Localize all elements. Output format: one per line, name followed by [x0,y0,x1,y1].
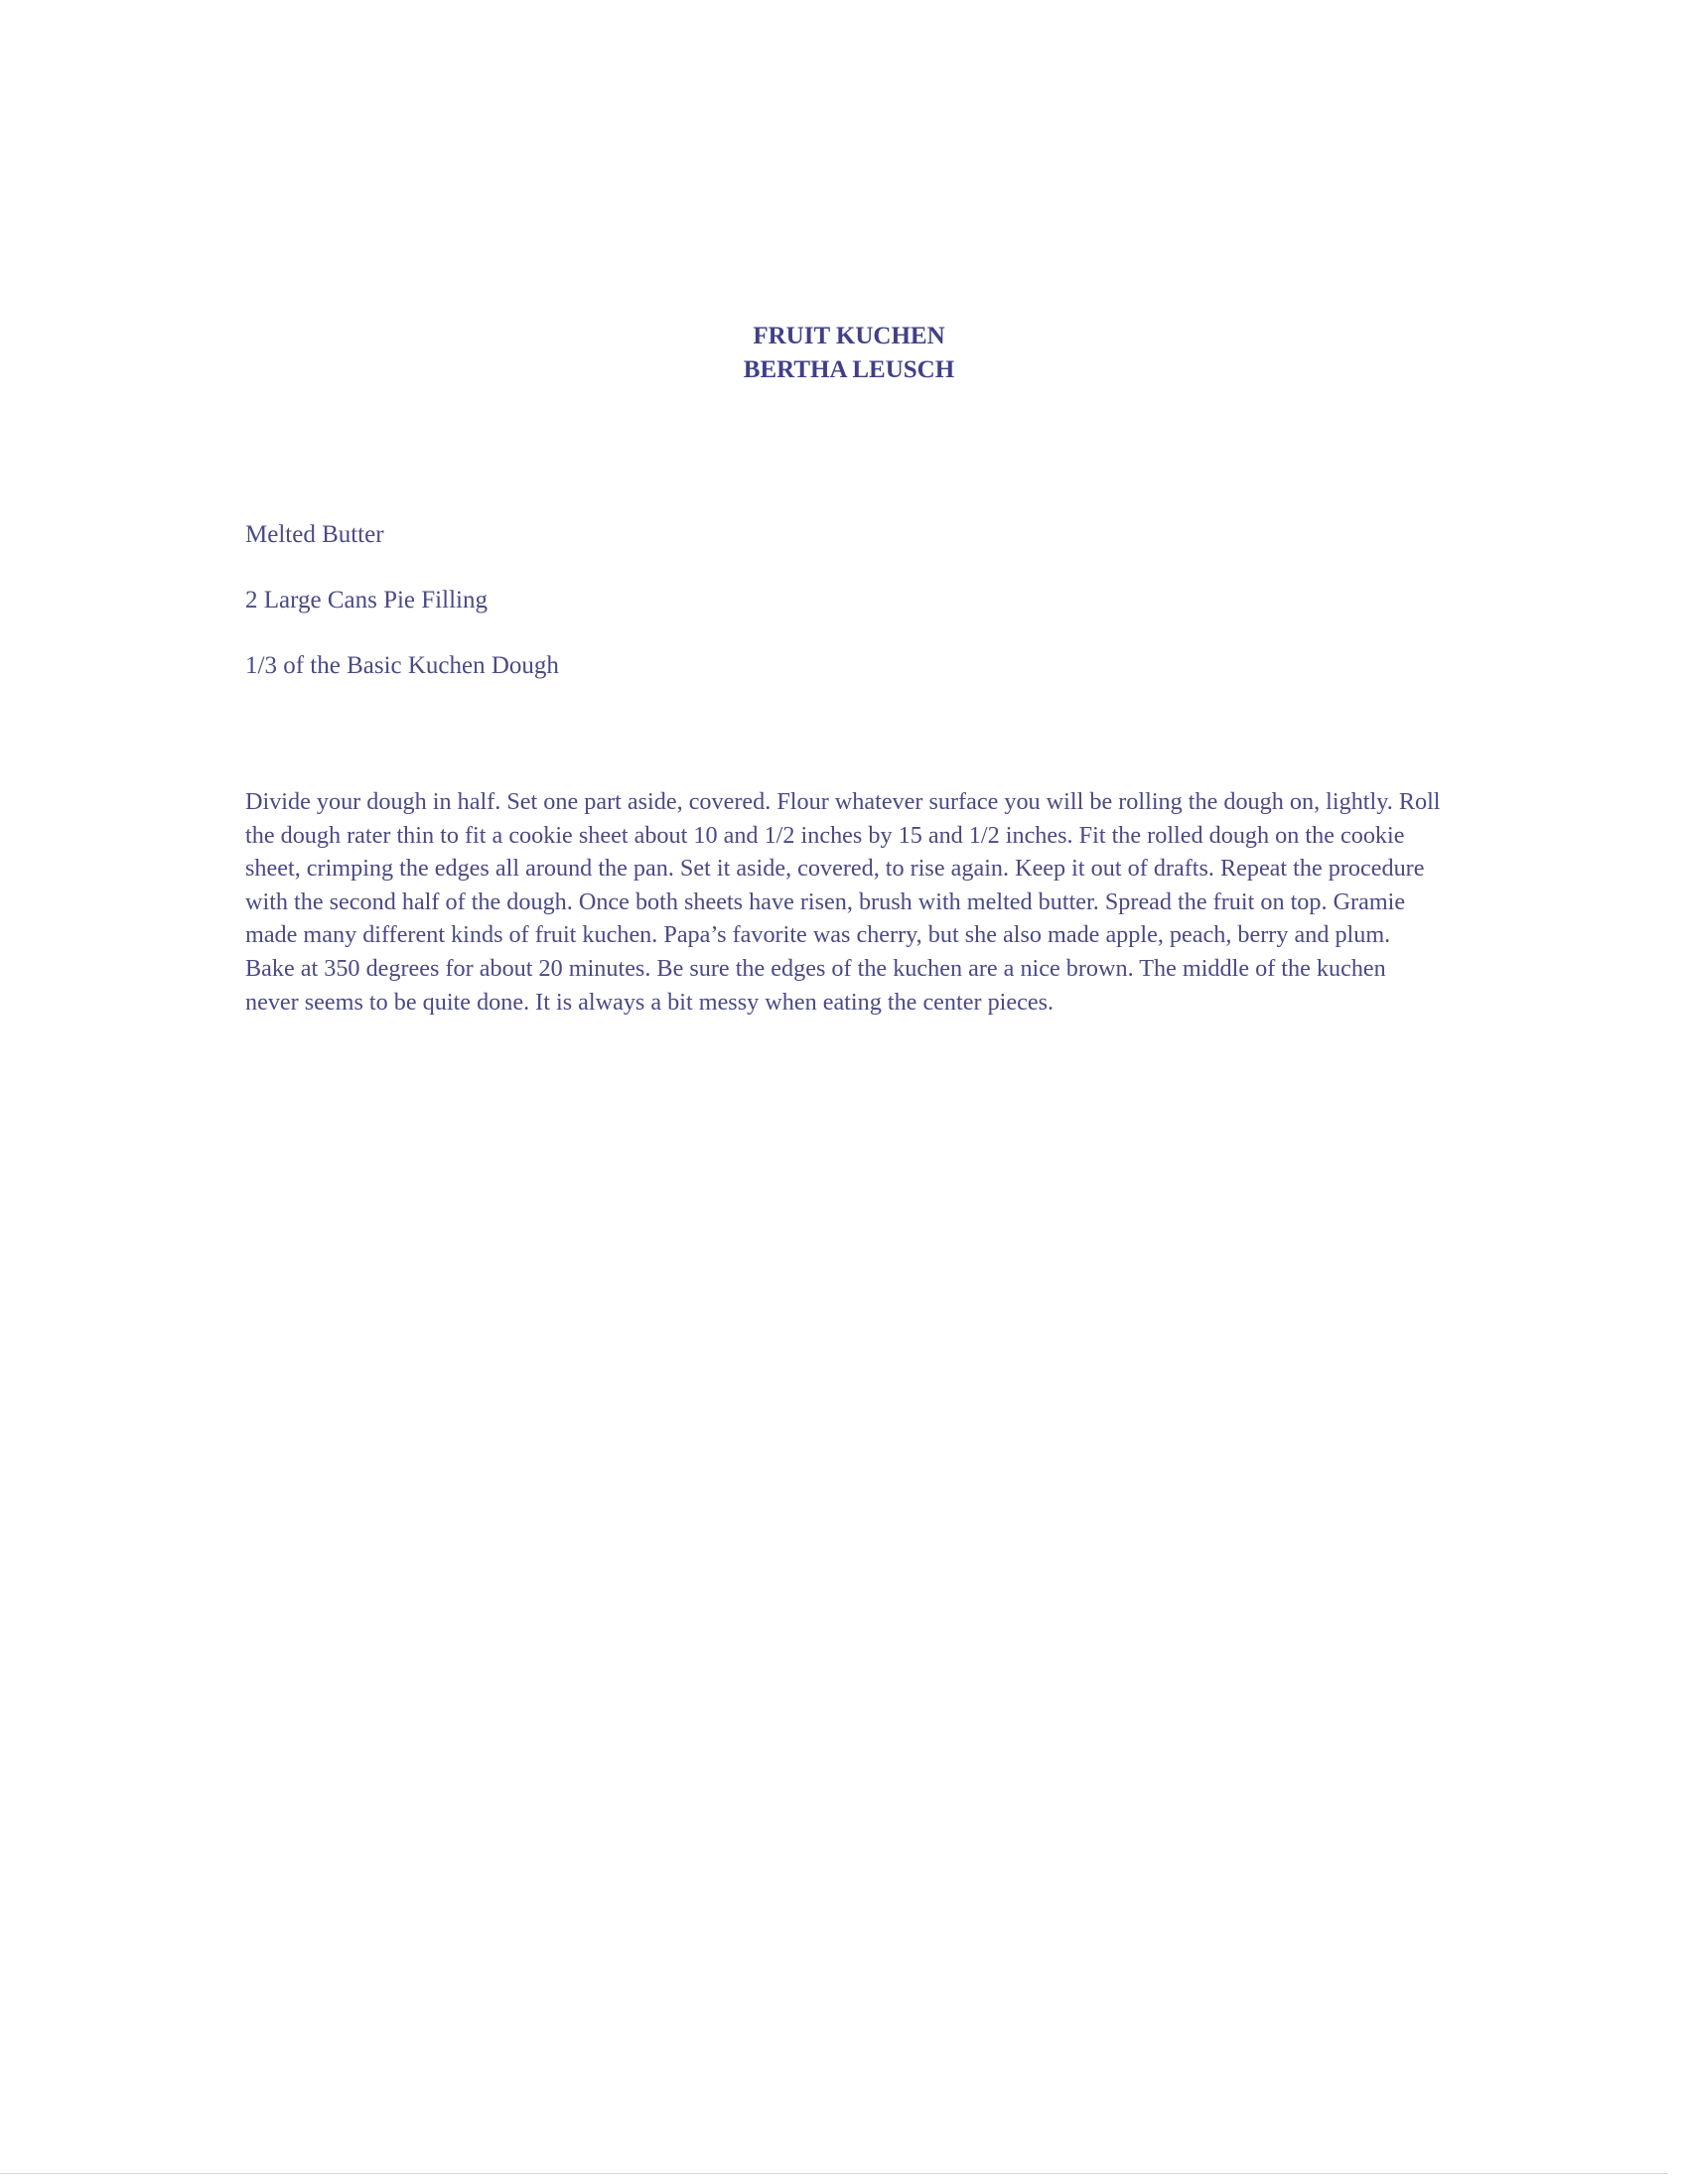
recipe-author: BERTHA LEUSCH [743,356,955,383]
ingredient-item: Melted Butter [245,521,384,548]
ingredient-item: 2 Large Cans Pie Filling [245,587,488,614]
instructions-section [245,785,1442,1019]
page-bottom-divider [0,2173,1668,2174]
ingredient-list [245,518,1437,715]
recipe-title: FRUIT KUCHEN [753,323,945,349]
ingredient-item: 1/3 of the Basic Kuchen Dough [245,652,559,679]
recipe-header [0,320,1688,387]
instructions-paragraph: Divide your dough in half. Set one part aside, covered. Flour whatever surface you will be rolling the dough on, lightly. Roll the dough rater thin to fit a cookie sheet about 10 and 1/2 inches by 15 and 1/2 inches. Fit the rolled dough on the cookie sheet, crimping the edges all around the pan. Set it aside, covered, to rise again. Keep it out of drafts. Repeat the procedure with the second half of the dough. Once both sheets have risen, brush with melted butter. Spread the fruit on top. Gramie made many different kinds of fruit kuchen. Papa’s favorite was cherry, but she also made apple, peach, berry and plum. Bake at 350 degrees for about 20 minutes. Be sure the edges of the kuchen are a nice brown. The middle of the kuchen never seems to be quite done. It is always a bit messy when eating the center pieces. [245,788,1441,1016]
